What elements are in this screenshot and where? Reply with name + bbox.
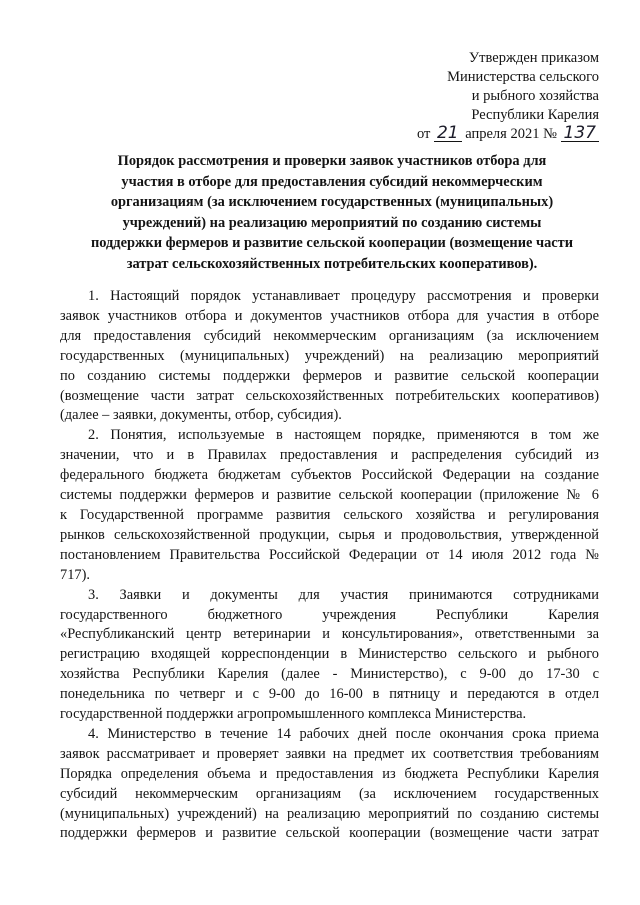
text-line: понедельника по четверг и с 9-00 до 16-00 в пятницу и передаются в отдел	[60, 686, 599, 703]
title-line: участия в отборе для предоставления субсидий некоммерческим	[121, 173, 543, 190]
title-line: организациям (за исключением государственных (муниципальных)	[110, 194, 554, 211]
paragraph-2	[60, 426, 599, 585]
paragraph-4	[60, 725, 599, 844]
title-line: затрат сельскохозяйственных потребительских кооперативов).	[126, 255, 538, 272]
approval-stamp	[359, 49, 599, 144]
title-line: учреждений) на реализацию мероприятий по созданию системы	[122, 214, 542, 231]
text-line: рынков сельскохозяйственной продукции, сырья и продовольствия, утвержденной	[60, 526, 599, 543]
date-prefix: от	[416, 126, 431, 142]
text-line: 4. Министерство в течение 14 рабочих дней после окончания срока приема	[88, 725, 599, 742]
text-line: (муниципальных) учреждений) на реализацию мероприятий по созданию системы	[60, 805, 599, 822]
text-line: 1. Настоящий порядок устанавливает процедуру рассмотрения и проверки	[88, 288, 599, 304]
text-line: государственной поддержки агропромышленного комплекса Министерства.	[60, 706, 527, 723]
text-line: заявок рассматривает и проверяет заявки на предмет их соответствия требованиям	[60, 745, 599, 762]
approval-line-3: и рыбного хозяйства	[471, 88, 599, 104]
document-body	[60, 287, 599, 844]
text-line: по созданию системы поддержки фермеров и развитие сельской кооперации	[60, 367, 599, 384]
paragraph-3	[60, 586, 599, 725]
text-line: «Республиканский центр ветеринарии и консультирования», ответственными за	[60, 626, 599, 643]
handwritten-day: 21	[434, 126, 462, 142]
text-line: к Государственной программе развития сельского хозяйства и регулирования	[60, 506, 599, 523]
approval-date-line	[359, 125, 599, 144]
approval-line-4: Республики Карелия	[471, 107, 599, 123]
paragraph-1	[60, 287, 599, 426]
text-line: для предоставления субсидий некоммерческим организациям (за исключением	[60, 327, 599, 344]
text-line: федерального бюджета бюджетам субъектов Российской Федерации на создание	[60, 467, 599, 484]
title-line: поддержки фермеров и развитие сельской кооперации (возмещение части	[90, 235, 574, 252]
text-line: 2. Понятия, используемые в настоящем порядке, применяются в том же	[88, 427, 599, 444]
title-line: Порядок рассмотрения и проверки заявок участников отбора для	[117, 153, 547, 169]
text-line: Порядка определения объема и предоставления из бюджета Республики Карелия	[60, 765, 599, 782]
text-line: системы поддержки фермеров и развитие сельской кооперации (приложение № 6	[60, 487, 599, 504]
text-line: постановлением Правительства Российской Федерации от 14 июля 2012 года №	[60, 546, 599, 563]
text-line: 717).	[60, 566, 90, 583]
date-month-year: апреля 2021 №	[465, 126, 557, 142]
text-line: регистрацию входящей корреспонденции в Министерство сельского и рыбного	[60, 646, 599, 663]
text-line: значении, что и в Правилах предоставления и распределения субсидий из	[60, 447, 599, 464]
text-line: субсидий некоммерческим организациям (за исключением государственных	[60, 785, 599, 802]
text-line: государственного бюджетного учреждения Республики Карелия	[60, 606, 599, 623]
approval-line-1: Утвержден приказом	[468, 50, 599, 66]
handwritten-order-number: 137	[561, 126, 599, 142]
text-line: поддержки фермеров и развитие сельской кооперации (возмещение части затрат	[60, 825, 599, 842]
approval-line-2: Министерства сельского	[447, 69, 599, 85]
text-line: (возмещение части затрат сельскохозяйственных потребительских кооперативов)	[60, 387, 599, 404]
text-line: (далее – заявки, документы, отбор, субсидия).	[60, 407, 342, 424]
text-line: хозяйства Республики Карелия (далее - Министерство), с 9-00 до 17-30 с	[60, 666, 599, 683]
text-line: заявок участников отбора и документов участников отбора для участия в отборе	[60, 307, 599, 324]
text-line: 3. Заявки и документы для участия принимаются сотрудниками	[88, 586, 599, 603]
text-line: государственных (муниципальных) учреждений) на реализацию мероприятий	[60, 347, 599, 364]
document-title	[60, 151, 604, 275]
